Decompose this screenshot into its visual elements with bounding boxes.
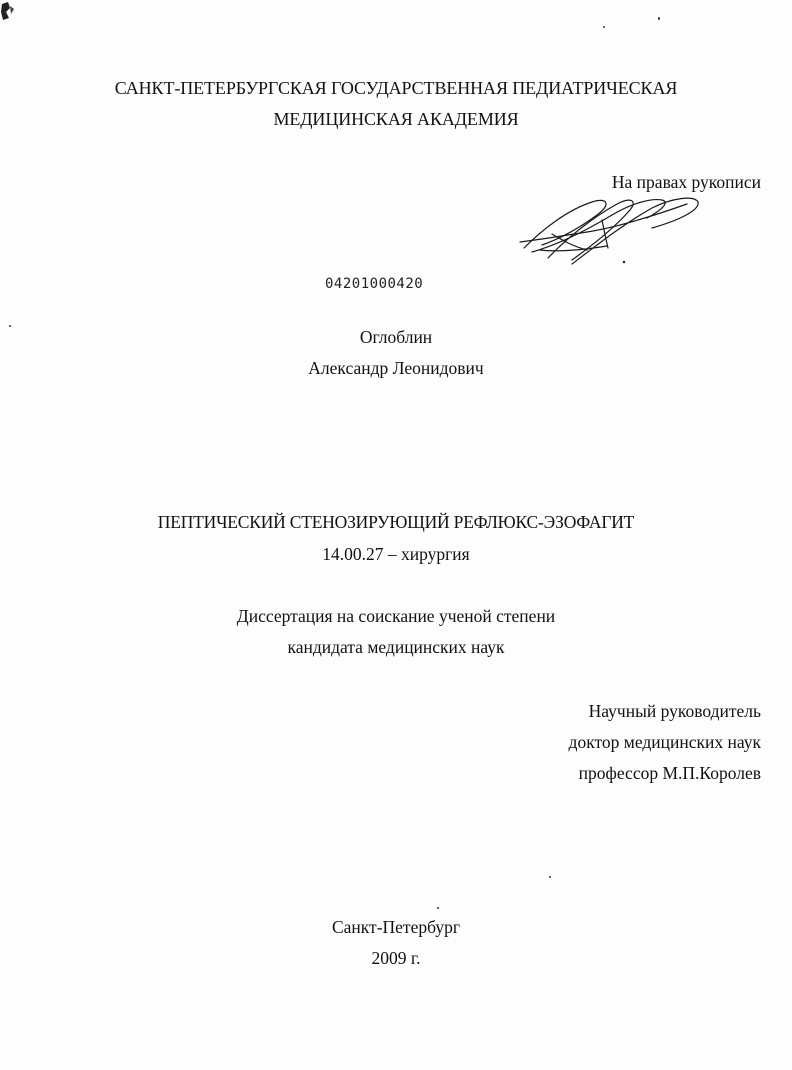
institution-name-line-2: МЕДИЦИНСКАЯ АКАДЕМИЯ: [273, 109, 519, 129]
institution-name-line-1: САНКТ-ПЕТЕРБУРГСКАЯ ГОСУДАРСТВЕННАЯ ПЕДИАТРИЧЕСКАЯ: [114, 78, 678, 98]
scan-speck: [658, 17, 660, 20]
scan-artifact-mark: [0, 0, 20, 24]
scan-speck: [437, 907, 439, 909]
advisor-degree: доктор медицинских наук: [568, 732, 761, 752]
scan-speck: [603, 26, 605, 28]
degree-line-1: Диссертация на соискание ученой степени: [236, 606, 556, 626]
degree-line-2: кандидата медицинских наук: [287, 637, 505, 657]
author-name: Александр Леонидович: [308, 358, 484, 378]
registry-code: 04201000420: [325, 276, 424, 292]
dissertation-title: ПЕПТИЧЕСКИЙ СТЕНОЗИРУЮЩИЙ РЕФЛЮКС-ЭЗОФАГИТ: [157, 512, 635, 532]
city: Санкт-Петербург: [331, 917, 461, 937]
scan-speck: [9, 325, 11, 327]
scan-speck: [549, 876, 551, 878]
specialty-code: 14.00.27 – хирургия: [322, 544, 470, 564]
handwritten-signature: [512, 190, 702, 270]
manuscript-rights-note: На правах рукописи: [611, 172, 761, 192]
author-surname: Оглоблин: [359, 327, 433, 347]
advisor-name: профессор М.П.Королев: [578, 763, 761, 783]
year: 2009 г.: [371, 948, 421, 968]
advisor-role: Научный руководитель: [588, 701, 761, 721]
